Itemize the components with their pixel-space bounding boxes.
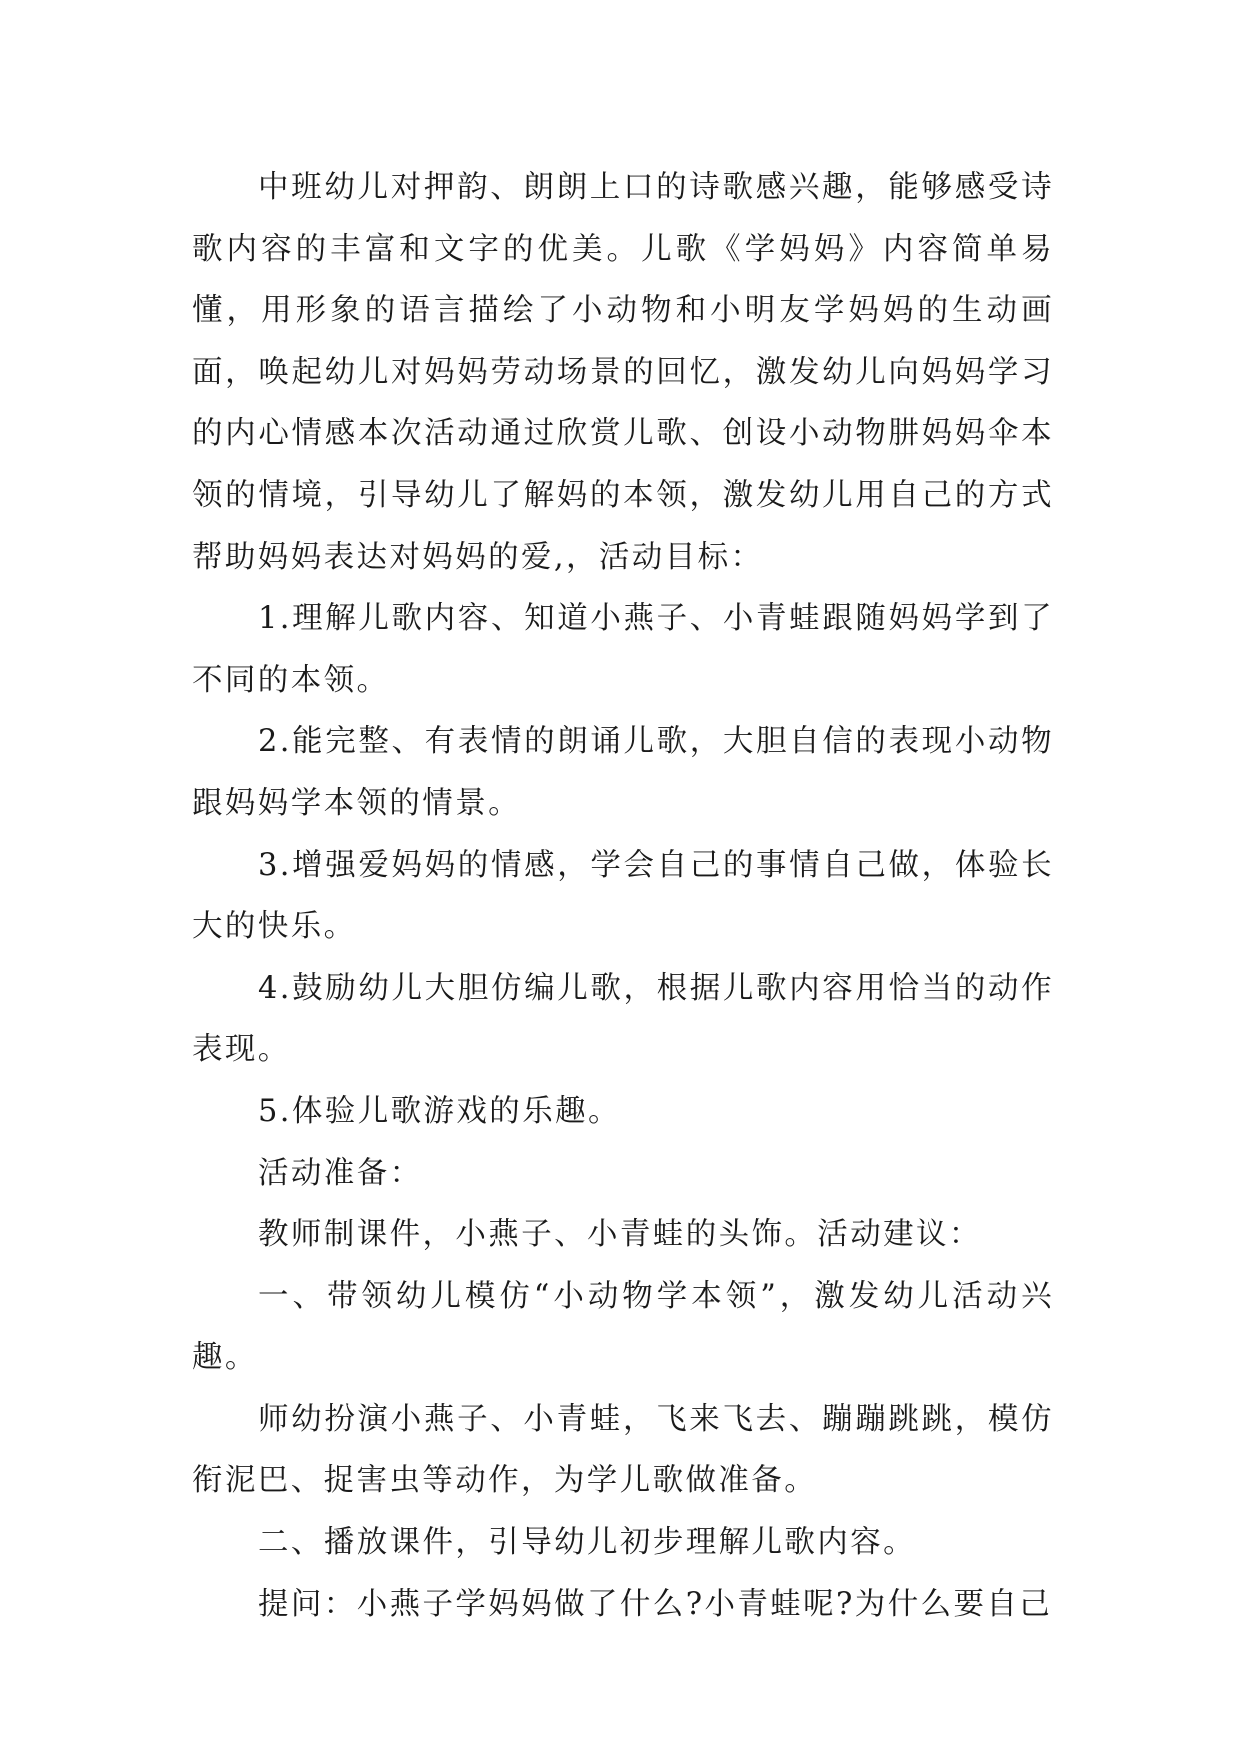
step-2-question: 提问：小燕子学妈妈做了什么?小青蛙呢?为什么要自己 xyxy=(258,1586,1053,1622)
goal-item-2: 2.能完整、有表情的朗诵儿歌，大胆自信的表现小动物跟妈妈学本领的情景。 xyxy=(192,724,1054,821)
step-2-heading: 二、播放课件，引导幼儿初步理解儿歌内容。 xyxy=(258,1525,916,1561)
preparation-heading: 活动准备： xyxy=(258,1155,423,1191)
preparation-text: 教师制课件，小燕子、小青蛙的头饰。活动建议： xyxy=(258,1217,982,1253)
goal-item-3: 3.增强爱妈妈的情感，学会自己的事情自己做，体验长大的快乐。 xyxy=(192,847,1054,945)
goal-item-5: 5.体验儿歌游戏的乐趣。 xyxy=(258,1093,621,1129)
step-1-text: 师幼扮演小燕子、小青蛙，飞来飞去、蹦蹦跳跳，模仿衔泥巴、捉害虫等动作，为学儿歌做准备。 xyxy=(192,1401,1054,1499)
step-1-heading: 一、带领幼儿模仿“小动物学本领”，激发幼儿活动兴趣。 xyxy=(192,1278,1054,1376)
goal-item-4: 4.鼓励幼儿大胆仿编儿歌，根据儿歌内容用恰当的动作表现。 xyxy=(192,970,1054,1068)
intro-paragraph: 中班幼儿对押韵、朗朗上口的诗歌感兴趣，能够感受诗歌内容的丰富和文字的优美。儿歌《学妈妈》内容简单易懂，用形象的语言描绘了小动物和小明友学妈妈的生动画面，唤起幼儿对妈妈劳动场景的回忆，激发幼儿向妈妈学习的内心情感本次活动通过欣赏儿歌、创设小动物肼妈妈伞本领的情境，引导幼儿了解妈的本领，激发幼儿用自己的方式帮助妈妈表达对妈妈的爱,，活动目标： xyxy=(192,170,1054,575)
goal-item-1: 1.理解儿歌内容、知道小燕子、小青蛙跟随妈妈学到了不同的本领。 xyxy=(192,601,1054,698)
document-body xyxy=(192,157,1054,1635)
